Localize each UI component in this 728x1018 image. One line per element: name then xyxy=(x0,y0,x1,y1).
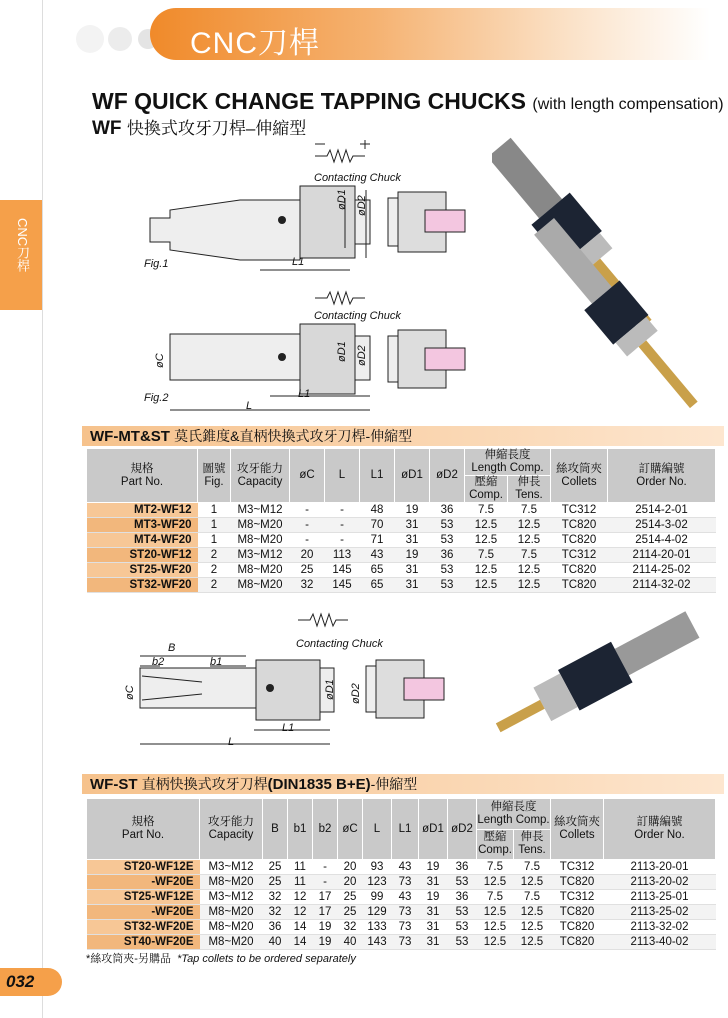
table-cell: 31 xyxy=(395,518,430,533)
table-cell: 1 xyxy=(198,503,231,518)
table-cell: 2113-25-02 xyxy=(604,905,716,920)
page-subtitle xyxy=(92,114,306,140)
table-cell: M8~M20 xyxy=(200,875,263,890)
t1-h-len-cn: 伸縮長度 xyxy=(484,449,531,461)
part-no-cell: ST25-WF20 xyxy=(87,563,198,578)
table-cell: 7.5 xyxy=(508,503,551,518)
section2-title-std: (DIN1835 B+E) xyxy=(267,776,371,793)
figure-2-diagram xyxy=(140,284,490,424)
fig2-l1-label: L1 xyxy=(298,388,311,400)
table-cell: 19 xyxy=(419,890,448,905)
fig1-l1-label: L1 xyxy=(292,256,305,268)
table-cell: TC820 xyxy=(551,578,608,593)
table-row xyxy=(87,563,716,578)
title-sub: (with length compensation) xyxy=(532,96,724,113)
t2-h-part-cn: 規格 xyxy=(131,816,155,828)
fig3-d1-label: øD1 xyxy=(324,679,336,700)
fig2-label: Fig.2 xyxy=(144,392,169,404)
table-cell: 2 xyxy=(198,578,231,593)
table-cell: 31 xyxy=(395,533,430,548)
table-cell: 12 xyxy=(288,890,313,905)
table-cell: 73 xyxy=(392,920,419,935)
table-cell: 73 xyxy=(392,875,419,890)
t2-h-tens: Tens. xyxy=(518,844,546,857)
fig2-d2-label: øD2 xyxy=(356,345,368,366)
table-cell: 19 xyxy=(313,920,338,935)
table-cell: 36 xyxy=(430,503,465,518)
table-cell: M8~M20 xyxy=(200,935,263,950)
table-cell: - xyxy=(290,533,325,548)
section1-header xyxy=(82,426,724,446)
table-cell: M3~M12 xyxy=(200,860,263,875)
table-cell: 12.5 xyxy=(508,563,551,578)
table-cell: 93 xyxy=(363,860,392,875)
table-cell: 19 xyxy=(419,860,448,875)
fig3-contact-label: Contacting Chuck xyxy=(296,638,383,650)
section1-title-cn: 莫氏錐度&直柄快換式攻牙刀桿-伸縮型 xyxy=(174,428,413,444)
table-cell: 2113-25-01 xyxy=(604,890,716,905)
table-cell: 36 xyxy=(430,548,465,563)
table-cell: 65 xyxy=(360,563,395,578)
table-cell: 12.5 xyxy=(514,920,551,935)
part-no-cell: ST20-WF12 xyxy=(87,548,198,563)
table-cell: 2514-4-02 xyxy=(608,533,716,548)
table-cell: 7.5 xyxy=(477,890,514,905)
part-no-cell: MT2-WF12 xyxy=(87,503,198,518)
table-cell: 123 xyxy=(363,875,392,890)
t2-h-len: Length Comp. xyxy=(477,813,550,826)
page-title xyxy=(92,88,724,115)
table-cell: 17 xyxy=(313,890,338,905)
table-cell: - xyxy=(313,875,338,890)
table-cell: 53 xyxy=(430,533,465,548)
table-cell: 53 xyxy=(448,875,477,890)
banner-title: CNC刀桿 xyxy=(190,27,320,60)
title-cn: 快換式攻牙刀桿–伸縮型 xyxy=(126,119,307,138)
t2-h-l1: L1 xyxy=(392,799,419,860)
table-cell: - xyxy=(290,503,325,518)
table-cell: 65 xyxy=(360,578,395,593)
table-row xyxy=(87,920,716,935)
table-cell: 7.5 xyxy=(465,548,508,563)
t2-h-comp: Comp. xyxy=(478,844,512,857)
table-cell: 2113-32-02 xyxy=(604,920,716,935)
table-cell: 12.5 xyxy=(465,563,508,578)
table-cell: TC820 xyxy=(551,518,608,533)
fig2-l-label: L xyxy=(246,400,253,412)
table-cell: 70 xyxy=(360,518,395,533)
table-cell: 40 xyxy=(338,935,363,950)
t2-h-len-cn: 伸縮長度 xyxy=(490,800,537,813)
table-wf-mt-st xyxy=(86,448,716,593)
table-cell: 2114-20-01 xyxy=(608,548,716,563)
table-wf-st xyxy=(86,798,716,950)
table-cell: 31 xyxy=(419,875,448,890)
fig3-c-label: øC xyxy=(124,685,136,700)
table-cell: 19 xyxy=(395,548,430,563)
table-cell: 25 xyxy=(338,890,363,905)
product-photo-1 xyxy=(492,120,718,420)
table-cell: 12.5 xyxy=(477,905,514,920)
table-cell: 143 xyxy=(363,935,392,950)
table-cell: 36 xyxy=(448,890,477,905)
t2-h-collets-cn: 絲攻筒夾 xyxy=(554,816,600,828)
t2-h-order: Order No. xyxy=(634,829,685,841)
t2-h-cap: Capacity xyxy=(208,829,254,841)
table-cell: M3~M12 xyxy=(200,890,263,905)
t2-h-cap-cn: 攻牙能力 xyxy=(208,816,254,828)
table-cell: 53 xyxy=(430,563,465,578)
table-cell: 71 xyxy=(360,533,395,548)
table-cell: 48 xyxy=(360,503,395,518)
t1-h-cap-cn: 攻牙能力 xyxy=(237,462,283,475)
table-cell: 32 xyxy=(263,890,288,905)
table-cell: TC312 xyxy=(551,548,608,563)
table-cell: TC312 xyxy=(551,503,608,518)
part-no-cell: -WF20E xyxy=(87,875,200,890)
t1-h-fig-cn: 圖號 xyxy=(202,462,226,475)
table-cell: TC820 xyxy=(551,920,604,935)
table-row xyxy=(87,518,716,533)
table-cell: 25 xyxy=(263,875,288,890)
part-no-cell: MT4-WF20 xyxy=(87,533,198,548)
table-cell: 12.5 xyxy=(465,518,508,533)
t2-h-b1: b1 xyxy=(288,799,313,860)
table-cell: M3~M12 xyxy=(231,503,290,518)
fig1-d2-label: øD2 xyxy=(356,195,368,216)
t2-h-b: B xyxy=(263,799,288,860)
table-row xyxy=(87,533,716,548)
fig1-label: Fig.1 xyxy=(144,258,169,270)
section1-title: WF-MT&ST xyxy=(90,428,170,445)
t1-h-tens-cn: 伸長 xyxy=(517,476,541,488)
t1-h-cap: Capacity xyxy=(237,475,283,488)
part-no-cell: ST25-WF12E xyxy=(87,890,200,905)
t1-h-collets: Collets xyxy=(561,475,597,488)
table-cell: 14 xyxy=(288,920,313,935)
footnote xyxy=(86,950,356,966)
fig3-b1-label: b1 xyxy=(210,656,223,668)
footnote-en: *Tap collets to be ordered separately xyxy=(177,953,356,965)
table-cell: 1 xyxy=(198,518,231,533)
table-cell: M3~M12 xyxy=(231,548,290,563)
table-cell: TC820 xyxy=(551,935,604,950)
table-cell: 20 xyxy=(290,548,325,563)
table-cell: 31 xyxy=(419,920,448,935)
table-cell: 7.5 xyxy=(514,860,551,875)
table-cell: 53 xyxy=(448,935,477,950)
table-cell: 12.5 xyxy=(514,875,551,890)
fig1-d1-label: øD1 xyxy=(336,189,348,210)
table-cell: 2113-40-02 xyxy=(604,935,716,950)
table-cell: 129 xyxy=(363,905,392,920)
table-cell: M8~M20 xyxy=(231,563,290,578)
table-cell: 113 xyxy=(325,548,360,563)
table-cell: - xyxy=(313,860,338,875)
t2-h-order-cn: 訂購編號 xyxy=(636,816,683,828)
table-cell: TC312 xyxy=(551,860,604,875)
table-cell: M8~M20 xyxy=(231,533,290,548)
t2-h-c: øC xyxy=(338,799,363,860)
table-cell: - xyxy=(325,533,360,548)
product-photo-2 xyxy=(480,600,716,770)
t1-h-l1: L1 xyxy=(360,449,395,503)
t1-h-l: L xyxy=(325,449,360,503)
table-cell: 19 xyxy=(313,935,338,950)
table-cell: 12.5 xyxy=(508,578,551,593)
table-cell: 20 xyxy=(338,860,363,875)
section2-title-cn: 直柄快換式攻牙刀桿 xyxy=(141,776,268,792)
table-cell: - xyxy=(290,518,325,533)
table-cell: TC820 xyxy=(551,905,604,920)
table-cell: 12 xyxy=(288,905,313,920)
table-cell: TC312 xyxy=(551,890,604,905)
table-cell: 2514-3-02 xyxy=(608,518,716,533)
table-cell: 40 xyxy=(263,935,288,950)
fig3-b2-label: b2 xyxy=(152,656,165,668)
table-cell: 25 xyxy=(290,563,325,578)
t1-h-part: Part No. xyxy=(120,475,164,488)
table-cell: 19 xyxy=(395,503,430,518)
t1-h-comp-cn: 壓縮 xyxy=(474,476,498,488)
table-cell: 12.5 xyxy=(477,875,514,890)
table-cell: 32 xyxy=(290,578,325,593)
table-row xyxy=(87,503,716,518)
t1-h-d1: øD1 xyxy=(395,449,430,503)
t1-h-collets-cn: 絲攻筒夾 xyxy=(556,462,602,475)
table-cell: 7.5 xyxy=(477,860,514,875)
table-row xyxy=(87,860,716,875)
table-cell: 31 xyxy=(419,905,448,920)
table-cell: 12.5 xyxy=(514,905,551,920)
table-cell: 53 xyxy=(448,905,477,920)
t2-h-b2: b2 xyxy=(313,799,338,860)
t1-h-comp: Comp. xyxy=(469,489,503,501)
table-row xyxy=(87,548,716,563)
table-cell: 99 xyxy=(363,890,392,905)
table-cell: 53 xyxy=(430,518,465,533)
table-cell: TC820 xyxy=(551,533,608,548)
table-cell: M8~M20 xyxy=(200,920,263,935)
table-cell: 25 xyxy=(338,905,363,920)
table-cell: 2113-20-02 xyxy=(604,875,716,890)
table-cell: 1 xyxy=(198,533,231,548)
table-cell: 14 xyxy=(288,935,313,950)
table-cell: 43 xyxy=(392,860,419,875)
table-cell: 12.5 xyxy=(465,578,508,593)
t2-h-collets: Collets xyxy=(559,829,595,841)
table-cell: 12.5 xyxy=(477,935,514,950)
section2-title: WF-ST xyxy=(90,776,138,793)
t1-h-len: Length Comp. xyxy=(471,462,544,474)
table-cell: 17 xyxy=(313,905,338,920)
table-cell: - xyxy=(325,518,360,533)
table-cell: 25 xyxy=(263,860,288,875)
title-main: WF QUICK CHANGE TAPPING CHUCKS xyxy=(92,88,527,114)
table-cell: 31 xyxy=(395,578,430,593)
fig1-contact-label: Contacting Chuck xyxy=(314,172,401,184)
table-cell: - xyxy=(325,503,360,518)
table-cell: 12.5 xyxy=(465,533,508,548)
side-tab-label: CNC刀桿 xyxy=(15,218,30,273)
table-cell: 145 xyxy=(325,578,360,593)
t1-h-tens: Tens. xyxy=(515,489,543,501)
t2-h-d2: øD2 xyxy=(448,799,477,860)
table-cell: M8~M20 xyxy=(231,518,290,533)
table-cell: 7.5 xyxy=(508,548,551,563)
part-no-cell: -WF20E xyxy=(87,905,200,920)
table-cell: 145 xyxy=(325,563,360,578)
table-cell: 36 xyxy=(448,860,477,875)
table-cell: 2114-32-02 xyxy=(608,578,716,593)
table-row xyxy=(87,578,716,593)
table-cell: 20 xyxy=(338,875,363,890)
table-cell: 31 xyxy=(395,563,430,578)
t2-h-comp-cn: 壓縮 xyxy=(483,831,507,844)
table-cell: 73 xyxy=(392,935,419,950)
table-cell: 12.5 xyxy=(477,920,514,935)
t1-h-order-cn: 訂購編號 xyxy=(638,462,685,475)
decor-dots xyxy=(70,24,160,54)
table-cell: 11 xyxy=(288,875,313,890)
t2-h-d1: øD1 xyxy=(419,799,448,860)
fig2-d1-label: øD1 xyxy=(336,341,348,362)
table-cell: 53 xyxy=(430,578,465,593)
t1-h-fig: Fig. xyxy=(204,475,224,488)
title-cn-prefix: WF xyxy=(92,118,122,139)
table-cell: 2114-25-02 xyxy=(608,563,716,578)
table-cell: 2113-20-01 xyxy=(604,860,716,875)
fig3-l1-label: L1 xyxy=(282,722,295,734)
table-cell: 11 xyxy=(288,860,313,875)
figure-1-diagram xyxy=(140,140,490,280)
t2-h-tens-cn: 伸長 xyxy=(520,831,544,844)
t1-h-part-cn: 規格 xyxy=(130,462,154,475)
part-no-cell: ST32-WF20E xyxy=(87,920,200,935)
table-cell: 43 xyxy=(392,890,419,905)
fig2-c-label: øC xyxy=(154,353,166,368)
table-cell: 2 xyxy=(198,563,231,578)
t1-h-order: Order No. xyxy=(636,475,687,488)
table-cell: 7.5 xyxy=(465,503,508,518)
part-no-cell: ST40-WF20E xyxy=(87,935,200,950)
table-row xyxy=(87,875,716,890)
t1-h-c: øC xyxy=(290,449,325,503)
section2-header xyxy=(82,774,724,794)
fig3-l-label: L xyxy=(228,736,235,748)
section2-title-cn2: -伸縮型 xyxy=(370,776,418,792)
table-cell: 31 xyxy=(419,935,448,950)
table-cell: TC820 xyxy=(551,563,608,578)
table-cell: 73 xyxy=(392,905,419,920)
table-cell: 43 xyxy=(360,548,395,563)
table-cell: 36 xyxy=(263,920,288,935)
table-cell: M8~M20 xyxy=(200,905,263,920)
table-cell: 32 xyxy=(338,920,363,935)
part-no-cell: ST20-WF12E xyxy=(87,860,200,875)
fig3-b-label: B xyxy=(168,642,176,654)
table-cell: 53 xyxy=(448,920,477,935)
table-row xyxy=(87,890,716,905)
footnote-cn: *絲攻筒夾-另購品 xyxy=(86,953,171,965)
table-cell: 2 xyxy=(198,548,231,563)
part-no-cell: ST32-WF20 xyxy=(87,578,198,593)
table-cell: 12.5 xyxy=(508,518,551,533)
table-row xyxy=(87,935,716,950)
table-cell: 12.5 xyxy=(508,533,551,548)
table-cell: 12.5 xyxy=(514,935,551,950)
t2-h-part: Part No. xyxy=(121,829,165,841)
table-cell: TC820 xyxy=(551,875,604,890)
side-rule xyxy=(42,0,43,1018)
t1-h-d2: øD2 xyxy=(430,449,465,503)
page-number: 032 xyxy=(6,972,35,991)
figure-3-diagram xyxy=(120,604,480,754)
table-cell: 2514-2-01 xyxy=(608,503,716,518)
fig3-d2-label: øD2 xyxy=(350,683,362,704)
fig2-contact-label: Contacting Chuck xyxy=(314,310,401,322)
table-cell: 133 xyxy=(363,920,392,935)
part-no-cell: MT3-WF20 xyxy=(87,518,198,533)
t2-h-l: L xyxy=(363,799,392,860)
table-cell: M8~M20 xyxy=(231,578,290,593)
table-row xyxy=(87,905,716,920)
table-cell: 32 xyxy=(263,905,288,920)
table-cell: 7.5 xyxy=(514,890,551,905)
